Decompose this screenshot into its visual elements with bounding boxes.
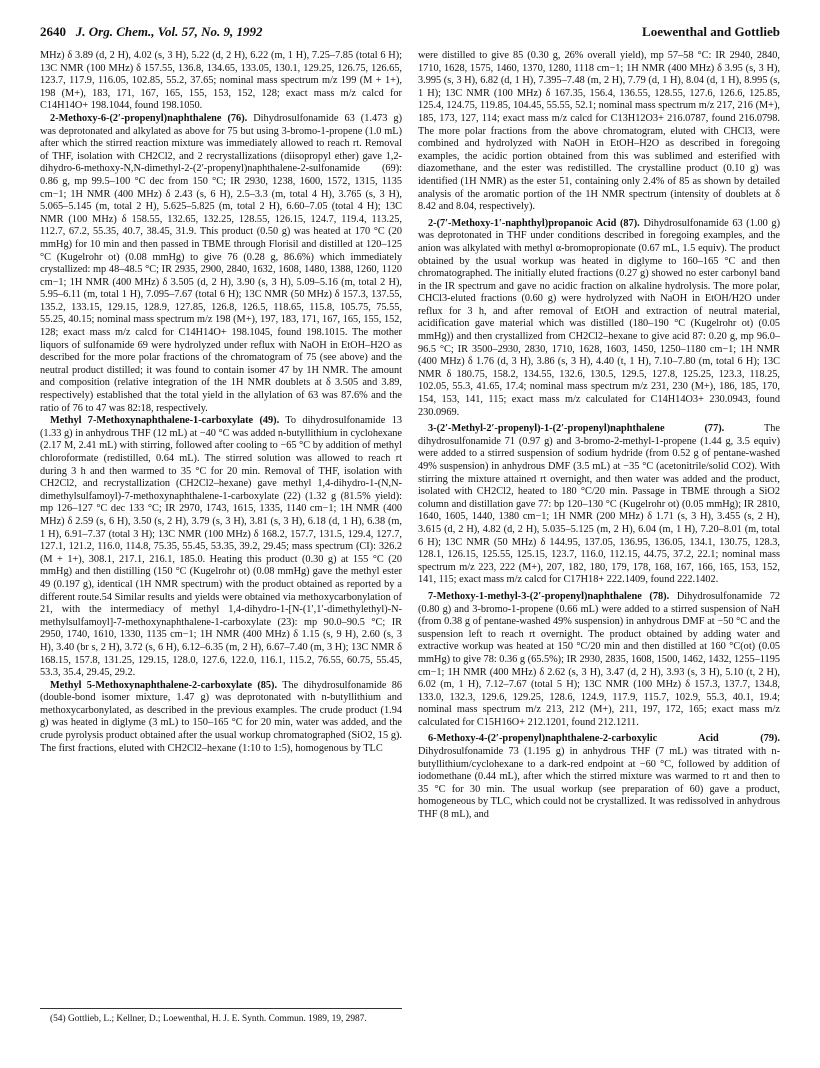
right-column — [418, 50, 780, 822]
paragraph: MHz) δ 3.89 (d, 2 H), 4.02 (s, 3 H), 5.22 (d, 2 H), 6.22 (m, 1 H), 7.25–7.85 (total 6 H); 13C NMR (100 MHz) δ 157.55, 136.8, 134.65, 133.05, 130.1, 129.25, 126.75, 126.65, 123.7, 117.9, 116.05, 102.85, 55.2, 37.65; nominal mass spectrum m/z 199 (M + 1+), 198 (M+), 183, 171, 167, 165, 155, 153, 152, 128; exact mass m/z calcd for C14H14O+ 198.1044, found 198.1050. — [40, 50, 402, 112]
compound-heading: Methyl 5-Methoxynaphthalene-2-carboxylate (85). — [50, 679, 278, 691]
footnote — [40, 1008, 402, 1026]
paragraph: Methyl 5-Methoxynaphthalene-2-carboxylate (85). The dihydrosulfonamide 86 (double-bond isomer mixture, 1.47 g) was deprotonated with n-butyllithium and methoxycarbonylated, as described in the previous examples. The crude product (1.94 g) was heated in diglyme (3 mL) to 150–165 °C for 20 min, water was added, and the crude pyrolysis product obtained after the usual workup chromatographed (SiO2, 15 g). The first fractions, eluted with CH2Cl2–hexane (1:10 to 1:5), homogenous by TLC — [40, 679, 403, 754]
left-column — [40, 50, 402, 822]
paragraph: 2-(7′-Methoxy-1′-naphthyl)propanoic Acid (87). Dihydrosulfonamide 63 (1.00 g) was deprotonated in THF under conditions described in foregoing examples, and the anion was alkylated with methyl α-bromopropionate (0.67 mL, 1.5 equiv). The product obtained by the usual workup was heated in diglyme to 160–165 °C and then chromatographed. The initially eluted fractions (0.27 g) showed no ester carbonyl band in the IR spectrum and gave no acidic fraction on alkaline hydrolysis. The more polar, CHCl3-eluted fractions (0.60 g) were hydrolyzed with NaOH in EtOH/H2O under reflux for 3 h, and after removal of EtOH and extraction of neutral material, acidification gave material which was distilled (180–190 °C (Kugelrohr ot) (0.05 mmHg)) and then crystallized from CH2Cl2–hexane to give acid 87: 0.20 g, mp 96.0–96.5 °C; IR 3500–2930, 2830, 1710, 1628, 1603, 1450, 1250–1180 cm−1; 1H NMR (400 MHz) δ 1.76 (d, 3 H), 3.86 (s, 3 H), 4.40 (t, 1 H), 7.10–7.80 (m, total 6 H); 13C NMR δ 180.75, 158.2, 134.55, 132.6, 130.5, 129.5, 127.8, 125.25, 123.3, 118.25, 102.05, 55.3, 41.65, 17.4; nominal mass spectrum m/z 231, 230 (M+), 186, 185, 170, 154, 153, 141, 115; exact mass m/z calculated for C14H14O3+ 230.0943, found 230.0969. — [418, 217, 781, 418]
compound-heading: 3-(2′-Methyl-2′-propenyl)-1-(2′-propenyl)naphthalene (77). — [428, 423, 725, 435]
page-number: 2640 — [40, 24, 66, 39]
compound-heading: 2-Methoxy-6-(2′-propenyl)naphthalene (76). — [50, 112, 248, 124]
compound-heading: Methyl 7-Methoxynaphthalene-1-carboxylate (49). — [50, 415, 280, 427]
two-column-body — [40, 50, 780, 822]
header-left — [40, 24, 262, 40]
paragraph: 3-(2′-Methyl-2′-propenyl)-1-(2′-propenyl)naphthalene (77). The dihydrosulfonamide 71 (0.97 g) and 3-bromo-2-methyl-1-propene (1.44 g, 3.5 equiv) were added to a stirred suspension of sodium hydride (from 0.52 g of pentane-washed 49% suspension) in anhydrous DMF (3.5 mL) at −35 °C (acetonitrile/solid CO2). With stirring the mixture attained rt overnight, and then water was added and the product, isolated with CH2Cl2, heated to 180 °C/20 min. Passage in TBME through a SiO2 column and distillation gave 77: bp 120–130 °C (Kugelrohr ot) (0.05 mmHg); IR 2810, 1640, 1605, 1440, 1380 cm−1; 1H NMR (200 MHz) δ 1.71 (s, 3 H), 3.455 (s, 2 H), 3.615 (d, 2 H), 4.82 (d, 2 H), 5.035–5.125 (m, 2 H), 6.04 (m, 1 H), 7.20–8.01 (m, total 6 H); 13C NMR (50 MHz) δ 144.95, 137.05, 136.95, 136.05, 134.1, 130.75, 128.3, 128.1, 126.15, 125.55, 125.15, 123.7, 116.0, 112.15, 44.75, 37.2, 22.1; nominal mass spectrum m/z 223, 222 (M+), 207, 182, 180, 179, 178, 168, 167, 166, 165, 153, 152, 141, 115; exact mass m/z calcd for C17H18+ 222.1409, found 222.1402. — [418, 423, 780, 586]
paragraph: were distilled to give 85 (0.30 g, 26% overall yield), mp 57–58 °C: IR 2940, 2840, 1710, 1628, 1575, 1460, 1370, 1280, 1118 cm−1; 1H NMR (400 MHz) δ 3.95 (s, 3 H), 3.995 (s, 3 H), 6.82 (d, 1 H), 7.395–7.48 (m, 2 H), 7.79 (d, 1 H), 8.04 (d, 1 H), 8.995 (s, 1 H); 13C NMR (100 MHz) δ 167.35, 156.4, 136.55, 128.55, 127.6, 126.6, 125.85, 125.4, 124.75, 119.85, 104.45, 55.55, 52.1; nominal mass spectrum m/z 217, 216 (M+), 185, 173, 127, 114; exact mass m/z calcd for C13H12O3+ 216.0787, found 216.0798. The more polar fractions from the above chromatogram, eluted with CHCl3, were combined and hydrolyzed with NaOH in EtOH–H2O as described in foregoing examples, the acidic portion obtained from this was sublimed and esterified with diazomethane, and the ester was redistilled. The crystalline product (0.10 g) was identified (1H NMR) as the ester 51, containing only 2.4% of 85 as shown by detailed analysis of the aromatic portion of the 1H NMR spectrum (intensity of doublets at δ 8.42 and 8.04, respectively). — [418, 50, 780, 213]
compound-heading: 2-(7′-Methoxy-1′-naphthyl)propanoic Acid (87). — [428, 217, 640, 229]
paragraph: Methyl 7-Methoxynaphthalene-1-carboxylate (49). To dihydrosulfonamide 13 (1.33 g) in anhydrous THF (12 mL) at −40 °C was added n-butyllithium in cyclohexane (2.17 M, 2.41 mL) with stirring, followed after cooling to −65 °C by addition of methyl chloroformate (redistilled, 0.64 mL). The stirred solution was allowed to reach rt during 3 h and then warmed to 35 °C for 20 min. Removal of THF, isolation with CH2Cl2, and recrystallization (CH2Cl2–hexane) gave methyl 1,4-dihydro-1-(N,N-dimethylsulfamoyl)-7-methoxynaphthalene-1-carboxylate (22) (1.32 g (81.5% yield): mp 126–127 °C dec 133 °C; IR 2970, 1743, 1615, 1335, 1140 cm−1; 1H NMR (400 MHz) δ 2.59 (s, 6 H), 3.50 (s, 2 H), 3.79 (s, 3 H), 3.81 (s, 3 H), 6.18 (d, 1 H), 6.38 (m, 1 H), 6.91–7.37 (total 3 H); 13C NMR (100 MHz) δ 168.2, 157.7, 131.5, 129.4, 127.7, 127.1, 121.2, 116.0, 114.8, 75.35, 55.45, 53.35, 39.2, 29.45; mass spectrum (CI): 326.2 (M + 1+), 308.1, 217.1, 216.1, 185.0. Heating this product (0.30 g) at 155 °C (20 mmHg) and then distilling (150 °C (Kugelrohr ot) (0.08 mmHg) gave the methyl ester 49 (0.197 g), identical (1H NMR spectrum) with the product obtained as reported by a different route.54 Similar results and yields were obtained via methoxycarbonylation of 21, with the intermediacy of methyl 1,4-dihydro-1-[N-(1′,1′-dimethylethyl)-N-methylsulfamoyl]-7-methoxynaphthalene-1-carboxylate (23): mp 90.0–90.5 °C; IR 2950, 1740, 1610, 1330, 1135 cm−1; 1H NMR (400 MHz) δ 1.15 (s, 9 H), 2.60 (s, 3 H), 3.40 (br s, 2 H), 3.72 (s, 6 H), 6.12–6.35 (m, 2 H), 6.67–7.40 (m, 3 H); 13C NMR δ 168.15, 157.8, 131.25, 129.15, 128.0, 127.6, 122.0, 116.1, 115.2, 76.55, 60.75, 55.45, 53.3, 35.4, 29.45, 29.2. — [40, 415, 403, 679]
running-header — [40, 24, 780, 48]
header-authors: Loewenthal and Gottlieb — [642, 24, 780, 39]
footnote-reference: (54) Gottlieb, L.; Kellner, D.; Loewenthal, H. J. E. Synth. Commun. 1989, 19, 2987. — [50, 1014, 367, 1024]
paragraph: 2-Methoxy-6-(2′-propenyl)naphthalene (76). Dihydrosulfonamide 63 (1.473 g) was deprotonated and alkylated as above for 75 but using 3-bromo-1-propene (1.0 mL) after which the stirred reaction mixture was immediately allowed to reach rt. Removal of THF, isolation with CH2Cl2, and 2 recrystallizations (diisopropyl ether) gave 1,2-dihydro-6-methoxy-N,N-dimethyl-2-(2′-propenyl)naphthalene-2-sulfonamide (69): 0.86 g, mp 99.5–100 °C dec from 150 °C; IR 2930, 1238, 1600, 1572, 1315, 1135 cm−1; 1H NMR (400 MHz) δ 2.43 (s, 6 H), 2.5–3.3 (m, total 4 H), 3.765 (s, 3 H), 5.065–5.145 (m, total 2 H), 5.625–5.825 (m, total 2 H), 6.60–7.05 (total 4 H); 13C NMR (100 MHz) δ 158.55, 132.65, 132.25, 128.55, 126.15, 124.7, 119.4, 113.25, 112.7, 67.2, 55.35, 40.7, 38.45, 31.9. This product (0.50 g) was heated at 170 °C (20 mmHg) for 10 min and then passed in TBME through Florisil and distilled at 120–125 °C (Kugelrohr ot) (0.08 mmHg) to give 76 (0.28 g, 86.6%) which immediately crystallized: mp 48–48.5 °C; IR 2935, 2900, 2840, 1632, 1608, 1480, 1388, 1260, 1120 cm−1; 1H NMR (400 MHz) δ 3.505 (d, 2 H), 3.90 (s, 3 H), 5.09–5.16 (m, total 2 H), 5.95–6.11 (m, total 1 H), 7.095–7.67 (total 6 H); 13C NMR (50 MHz) δ 157.3, 137.55, 135.2, 133.15, 129.15, 128.9, 127.85, 126.8, 126.5, 118.65, 115.8, 105.75, 75.55, 55.25, 40.15; nominal mass spectrum m/z 198 (M+), 197, 183, 171, 167, 165, 155, 152, 128; exact mass m/z calcd for C14H14O+ 198.1045, found 198.1015. The mother liquors of sulfonamide 69 were hydrolyzed under reflux with NaOH in EtOH–H2O as described for the more polar fractions of the chromatogram of 75 (see above) and the neutral product distilled; it was found to contain isomer 47 by 1H NMR. The amount and composition (relative integration of the 1H NMR doublets at δ 3.505 and 3.89, respectively) established that the total yield in the allylation of 63 was 87.6% and the ratio of 76 to 47 was 82:18, respectively. — [40, 112, 403, 414]
compound-heading: 7-Methoxy-1-methyl-3-(2′-propenyl)naphthalene (78). — [428, 590, 670, 602]
paragraph: 7-Methoxy-1-methyl-3-(2′-propenyl)naphthalene (78). Dihydrosulfonamide 72 (0.80 g) and 3-bromo-1-propene (0.66 mL) were added to a stirred suspension of NaH (from 0.38 g of pentane-washed 49% suspension) in anhydrous DMF at −50 °C and the suspension left to reach rt overnight. The product obtained by adding water and extractive workup was heated at 150 °C/20 min and then distilled at 160 °C(ot) (0.05 mmHg) to give 78: 0.36 g (65.5%); IR 2930, 2835, 1608, 1500, 1462, 1432, 1255–1195 cm−1; 1H NMR (400 MHz) δ 2.62 (s, 3 H), 3.47 (d, 2 H), 3.93 (s, 3 H), 5.10 (t, 2 H), 6.02 (m, 1 H), 7.12–7.67 (total 5 H); 13C NMR (100 MHz) δ 157.3, 137.7, 134.8, 133.0, 132.3, 129.6, 129.25, 128.6, 124.9, 117.9, 115.7, 102.9, 55.3, 40.1, 19.4; nominal mass spectrum m/z 213, 212 (M+), 211, 197, 172, 165; exact mass m/z calculated for C15H16O+ 212.1201, found 212.1211. — [418, 590, 780, 728]
journal-citation: J. Org. Chem., Vol. 57, No. 9, 1992 — [75, 24, 263, 39]
compound-heading: 6-Methoxy-4-(2′-propenyl)naphthalene-2-carboxylic Acid (79). — [428, 733, 780, 745]
paragraph: 6-Methoxy-4-(2′-propenyl)naphthalene-2-carboxylic Acid (79). Dihydrosulfonamide 73 (1.195 g) in anhydrous THF (7 mL) was titrated with n-butyllithium/cyclohexane to a dark-red endpoint at −60 °C, followed by addition of iodomethane (0.44 mL), after which the stirred mixture was warmed to rt and then to 35 °C for 30 min. The usual workup (see preparation of 60) gave a product, homogeneous by TLC, which could not be crystallized. It was redissolved in anhydrous THF (8 mL), and — [418, 733, 780, 821]
